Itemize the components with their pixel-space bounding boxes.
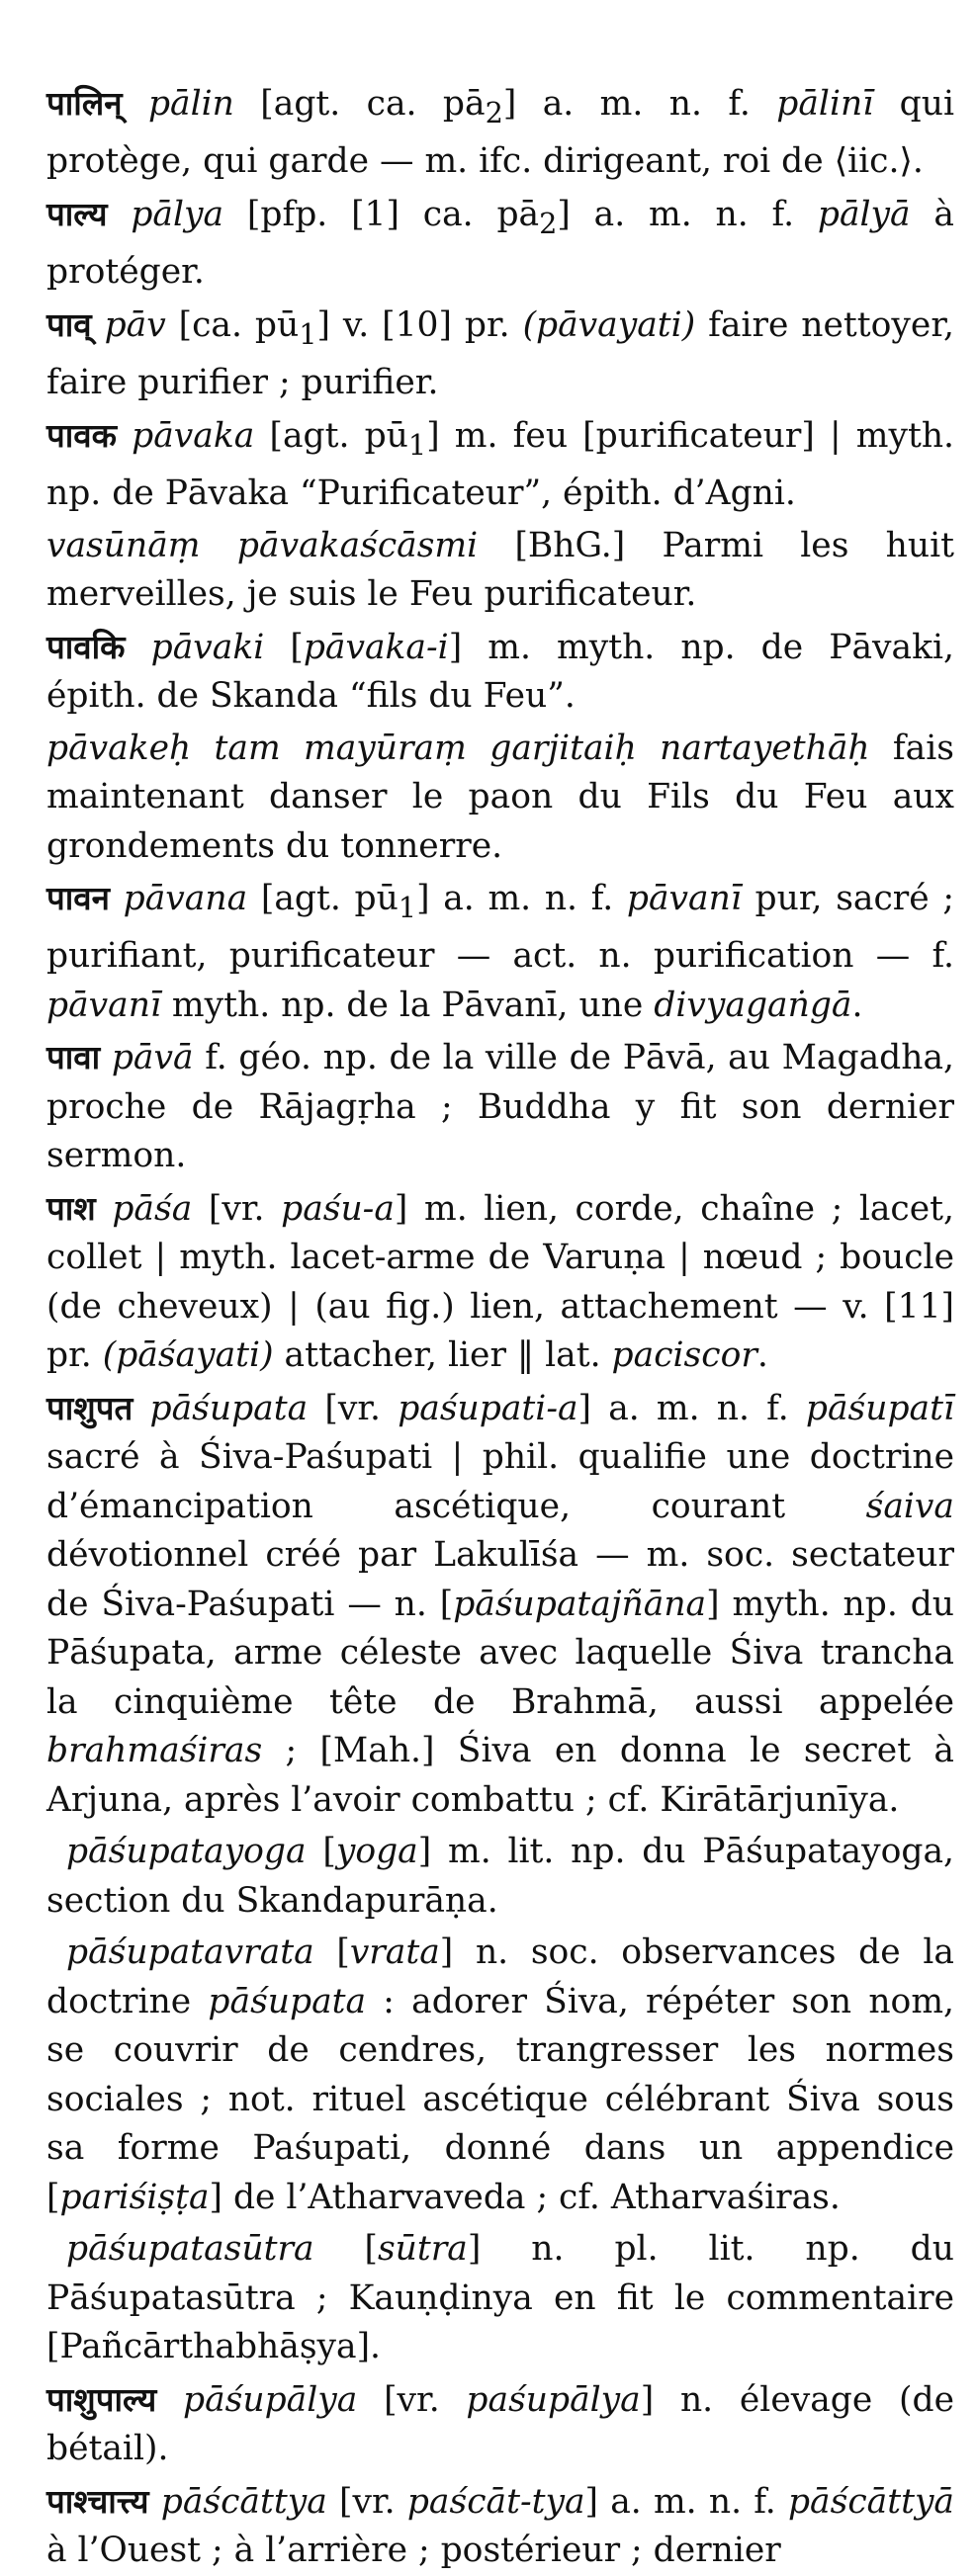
space (108, 195, 132, 234)
entry-text: faire nettoyer, faire purifier ; purifier. (46, 304, 954, 403)
subscript: 1 (299, 316, 317, 351)
headword: pāvaki (150, 627, 265, 667)
entry-text: ] a. m. n. f. (502, 84, 777, 124)
italic-text: pāvakeḥ tam mayūraṃ garjitaiḥ nartayethāḥ (46, 728, 870, 768)
entry-text: . (851, 985, 863, 1025)
space (123, 84, 148, 124)
entry-text: . (756, 1335, 768, 1376)
entry-text: [vr. (326, 2481, 407, 2522)
example-entry (46, 522, 954, 620)
headword: pālya (131, 194, 224, 234)
devanagari-headword: पाव् (46, 304, 92, 344)
dictionary-entry (46, 1033, 954, 1181)
italic-text: paśupālya (466, 2379, 641, 2420)
space (149, 2482, 161, 2522)
entry-text: à protéger. (46, 194, 954, 293)
entry-text: ] v. [10] pr. (316, 304, 523, 345)
dictionary-entry (46, 79, 954, 187)
italic-text: paśu-a (281, 1188, 395, 1229)
headword: pāśupatayoga (66, 1832, 307, 1872)
devanagari-headword: पावक (46, 415, 117, 455)
headword: pāśa (112, 1188, 193, 1229)
italic-text: pāśupata (208, 1981, 367, 2021)
devanagari-headword: पावन (46, 879, 110, 918)
entry-text: ] a. m. n. f. (557, 194, 818, 234)
entry-text: attacher, lier ‖ lat. (273, 1335, 612, 1376)
italic-text: (pāśayati) (102, 1335, 274, 1376)
italic-text: pariśiṣṭa (59, 2177, 210, 2217)
devanagari-headword: पाशुपत (46, 1388, 133, 1427)
entry-text: sacré à Śiva-Paśupati | phil. qualifie une doctrine d’émancipation ascétique, courant (46, 1437, 954, 1526)
space (96, 1189, 113, 1229)
entry-text: ] m. feu [purificateur] | myth. np. de Pāvaka “Purificateur”, épith. d’Agni. (46, 415, 955, 514)
sub-entry (46, 1828, 954, 1926)
entry-text: ] m. lit. np. du Pāśupatayoga, section du Skandapurāṇa. (46, 1832, 954, 1921)
headword: pāśupata (149, 1388, 309, 1428)
space (156, 2380, 183, 2420)
italic-text: pāścāttyā (787, 2481, 955, 2522)
dictionary-entry (46, 1184, 954, 1381)
sub-entry (46, 2225, 954, 2372)
devanagari-headword: पाश (46, 1188, 96, 1228)
headword: pāśupatavrata (66, 1932, 314, 1973)
headword: pāvā (111, 1038, 194, 1078)
subscript: 1 (398, 890, 417, 924)
entry-text: fais maintenant danser le paon du Fils du Feu aux grondements du tonnerre. (46, 728, 954, 866)
space (92, 305, 105, 345)
entry-text: [BhG.] Parmi les huit merveilles, je suis le Feu purificateur. (46, 525, 955, 615)
space (133, 1389, 149, 1428)
space (100, 1038, 112, 1077)
headword: pāśupatasūtra (66, 2229, 314, 2270)
entry-text: [ (313, 2229, 378, 2270)
space (110, 879, 124, 918)
italic-text: paścāt-tya (406, 2481, 585, 2522)
dictionary-entry (46, 874, 954, 1030)
entry-text: ] de l’Atharvaveda ; cf. Atharvaśiras. (209, 2177, 841, 2217)
example-entry (46, 725, 954, 872)
headword: pāśupālya (183, 2379, 358, 2420)
dictionary-entry (46, 623, 954, 722)
italic-text: pāvanī (626, 879, 742, 919)
devanagari-headword: पाल्य (46, 194, 108, 233)
italic-text: sūtra (377, 2229, 468, 2270)
italic-text: paśupati-a (398, 1388, 578, 1428)
space (117, 416, 132, 456)
entry-text: ; [Mah.] Śiva en donna le secret à Arjuna, après l’avoir combattu ; cf. Kirātārjunīya. (46, 1731, 954, 1820)
entry-text: ] m. lien, corde, chaîne ; lacet, collet | myth. lacet-arme de Varuṇa | nœud ; boucle (de cheveux) | (au fig.) lien, attachement — v. [11] pr. (46, 1188, 954, 1376)
devanagari-headword: पालिन् (46, 84, 123, 123)
space (126, 628, 151, 667)
entry-text: [agt. pū (254, 415, 408, 456)
devanagari-headword: पावकि (46, 627, 126, 666)
entry-text: qui protège, qui garde — m. ifc. dirigeant, roi de ⟨iic.⟩. (46, 84, 954, 182)
italic-text: pāśupatī (805, 1388, 955, 1428)
entry-text: [ (306, 1832, 336, 1872)
entry-text: : adorer Śiva, répéter son nom, se couvrir de cendres, trangresser les normes sociales ; not. rituel ascétique célébrant Śiva sous sa forme Paśupati, donné dans un appendice [ (46, 1981, 955, 2217)
headword: pāścāttya (160, 2481, 327, 2522)
dictionary-entry (46, 2375, 954, 2474)
entry-text: [agt. ca. pā (233, 84, 486, 124)
devanagari-headword: पाश्चात्त्य (46, 2481, 149, 2521)
entry-text: [vr. (357, 2379, 467, 2420)
dictionary-entry (46, 301, 954, 408)
dictionary-entry (46, 411, 954, 519)
headword: pālin (147, 84, 234, 124)
italic-text: divyagaṅgā (654, 985, 852, 1025)
entry-text: à l’Ouest ; à l’arrière ; postérieur ; dernier (46, 2531, 781, 2571)
italic-text: yoga (335, 1832, 418, 1872)
headword: pāvana (123, 879, 248, 919)
entry-text: ] a. m. n. f. (584, 2481, 788, 2522)
entry-text: ] n. soc. observances de la doctrine (46, 1932, 954, 2021)
subscript: 1 (407, 427, 427, 462)
subscript: 2 (539, 206, 558, 240)
entry-text: dévotionnel créé par Lakulīśa — m. soc. sectateur de Śiva-Paśupati — n. [ (46, 1535, 954, 1624)
italic-text: vasūnāṃ pāvakaścāsmi (46, 525, 479, 565)
italic-text: śaiva (865, 1486, 954, 1526)
italic-text: pāvanī (46, 985, 161, 1025)
italic-text: pālyā (817, 194, 911, 234)
headword: pāvaka (132, 415, 255, 456)
entry-text: pur, sacré ; purifiant, purificateur — act. n. purification — f. (46, 879, 955, 977)
subscript: 2 (485, 95, 503, 129)
entry-text: [vr. (192, 1188, 282, 1229)
entry-text: ] a. m. n. f. (577, 1388, 806, 1428)
italic-text: vrata (349, 1932, 440, 1973)
entry-text: ] myth. np. du Pāśupata, arme céleste avec laquelle Śiva trancha la cinquième tête de Brahmā, aussi appelée (46, 1584, 954, 1722)
entry-text: [vr. (308, 1388, 399, 1428)
devanagari-headword: पावा (46, 1038, 101, 1077)
italic-text: pāśupatajñāna (453, 1584, 707, 1624)
entry-text: myth. np. de la Pāvanī, une (160, 985, 655, 1025)
dictionary-entry (46, 1384, 954, 1826)
italic-text: pāvaka-i (303, 627, 449, 667)
entry-text: f. géo. np. de la ville de Pāvā, au Magadha, proche de Rājagṛha ; Buddha y fit son dernier sermon. (46, 1038, 954, 1176)
italic-text: pālinī (776, 84, 874, 124)
dictionary-entry (46, 190, 954, 298)
entry-text: [pfp. [1] ca. pā (223, 194, 540, 234)
entry-text: [agt. pū (247, 879, 399, 919)
entry-text: ] a. m. n. f. (416, 879, 627, 919)
entry-text: [ (264, 627, 304, 667)
italic-text: brahmaśiras (46, 1731, 263, 1771)
italic-text: paciscor (611, 1335, 757, 1376)
entry-text: [ (313, 1932, 350, 1973)
entry-text: ] n. pl. lit. np. du Pāśupatasūtra ; Kauṇḍinya en fit le commentaire [Pañcārthabhāṣya]. (46, 2229, 954, 2367)
devanagari-headword: पाशुपाल्य (46, 2379, 157, 2419)
dictionary-entry (46, 2477, 954, 2576)
entry-text: [ca. pū (165, 304, 300, 345)
entry-text: ] n. élevage (de bétail). (46, 2379, 954, 2469)
headword: pāv (104, 304, 166, 345)
entry-text: ] m. myth. np. de Pāvaki, épith. de Skanda “fils du Feu”. (46, 627, 954, 717)
italic-text: (pāvayati) (522, 304, 696, 345)
sub-entry (46, 1929, 954, 2222)
